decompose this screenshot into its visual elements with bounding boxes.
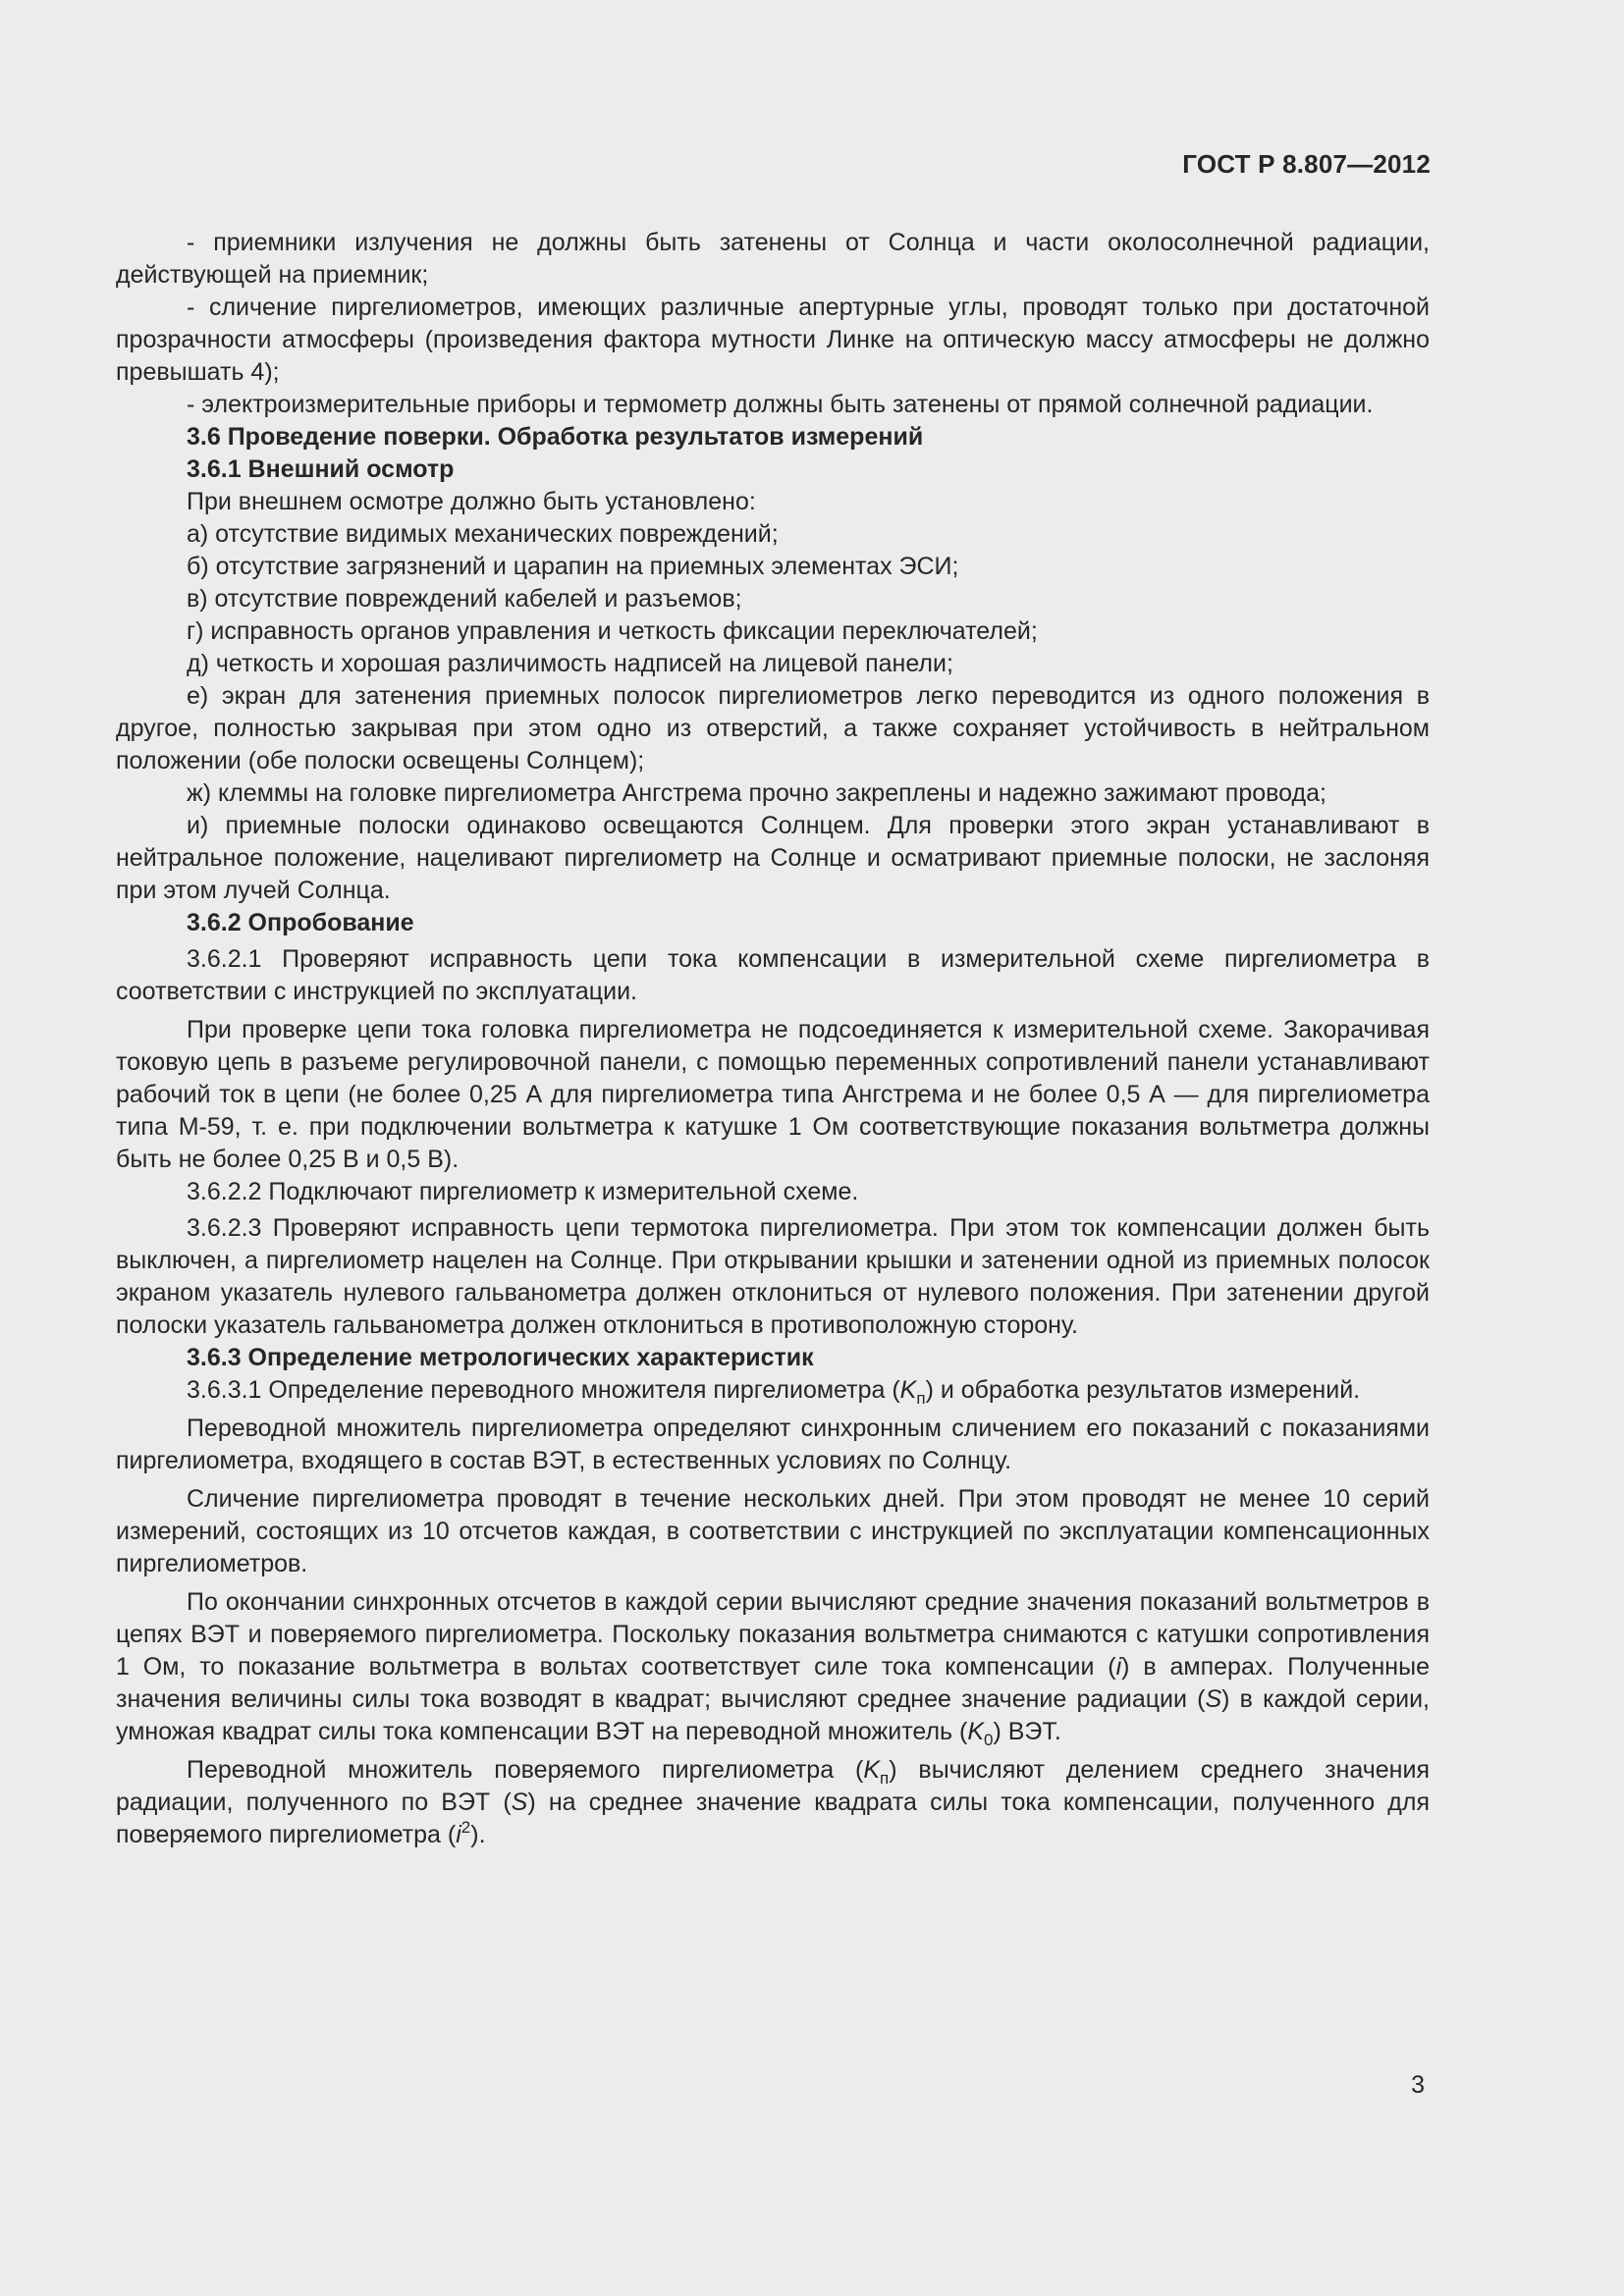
inspection-item-e: е) экран для затенения приемных полосок пиргелиометров легко переводится из одного положения в другое, полностью закрывая при этом одно из отверстий, а также сохраняет устойчивость в нейтральном положении (обе полоски освещены Солнцем); [116,682,1430,774]
section-3-6-1-heading: 3.6.1 Внешний осмотр [187,455,455,483]
section-3-6-2-heading: 3.6.2 Опробование [187,909,414,936]
metrology-paragraph-5: Переводной множитель поверяемого пиргелиометра $(K_п)$ вычисляют делением среднего значения радиации, полученного по ВЭТ (S) на среднее значение квадрата силы тока компенсации, полученного для поверяемого пиргелиометра $(i^2)$. [116,1756,1430,1848]
intro-paragraph-2: - сличение пиргелиометров, имеющих различные апертурные углы, проводят только при достаточной прозрачности атмосферы (произведения фактора мутности Линке на оптическую массу атмосферы не должно превышать 4); [116,294,1430,386]
section-3-6-heading: 3.6 Проведение поверки. Обработка результатов измерений [187,423,924,451]
testing-paragraph-2: При проверке цепи тока головка пиргелиометра не подсоединяется к измерительной схеме. Закорачивая токовую цепь в разъеме регулировочной панели, с помощью переменных сопротивлений панели устанавливают рабочий ток в цепи (не более 0,25 А для пиргелиометра типа Ангстрема и не более 0,5 А — для пиргелиометра типа М-59, т. е. при подключении вольтметра к катушке 1 Ом соответствующие показания вольтметра должны быть не более 0,25 В и 0,5 В). [116,1016,1430,1173]
document-standard-id: ГОСТ Р 8.807—2012 [1182,149,1431,179]
metrology-paragraph-3: Сличение пиргелиометра проводят в течение нескольких дней. При этом проводят не менее 10 серий измерений, состоящих из 10 отсчетов каждая, в соответствии с инструкцией по эксплуатации компенсационных пиргелиометров. [116,1485,1430,1577]
testing-paragraph-3: 3.6.2.2 Подключают пиргелиометр к измерительной схеме. [187,1178,859,1205]
inspection-item-g: г) исправность органов управления и четкость фиксации переключателей; [187,617,1038,645]
inspection-item-a: а) отсутствие видимых механических повреждений; [187,520,779,548]
intro-paragraph-1: - приемники излучения не должны быть затенены от Солнца и части околосолнечной радиации, действующей на приемник; [116,229,1430,289]
section-3-6-3-heading: 3.6.3 Определение метрологических характеристик [187,1344,814,1371]
inspection-item-zh: ж) клеммы на головке пиргелиометра Ангстрема прочно закреплены и надежно зажимают провода; [187,779,1326,807]
inspection-lead: При внешнем осмотре должно быть установлено: [187,488,756,515]
inspection-item-i: и) приемные полоски одинаково освещаются Солнцем. Для проверки этого экран устанавливают в нейтральное положение, нацеливают пиргелиометр на Солнце и осматривают приемные полоски, не заслоняя при этом лучей Солнца. [116,812,1430,904]
testing-paragraph-4: 3.6.2.3 Проверяют исправность цепи термотока пиргелиометра. При этом ток компенсации должен быть выключен, а пиргелиометр нацелен на Солнце. При открывании крышки и затенении одной из приемных полосок экраном указатель нулевого гальванометра должен отклониться от нулевого положения. При затенении другой полоски указатель гальванометра должен отклониться в противоположную сторону. [116,1214,1430,1339]
testing-paragraph-1: 3.6.2.1 Проверяют исправность цепи тока компенсации в измерительной схеме пиргелиометра в соответствии с инструкцией по эксплуатации. [116,945,1430,1005]
inspection-item-b: б) отсутствие загрязнений и царапин на приемных элементах ЭСИ; [187,553,959,580]
metrology-paragraph-4: По окончании синхронных отсчетов в каждой серии вычисляют средние значения показаний вольтметров в цепях ВЭТ и поверяемого пиргелиометра. Поскольку показания вольтметра снимаются с катушки сопротивления 1 Ом, то показание вольтметра в вольтах соответствует силе тока компенсации (i) в амперах. Полученные значения величины силы тока возводят в квадрат; вычисляют среднее значение радиации (S) в каждой серии, умножая квадрат силы тока компенсации ВЭТ на переводной множитель $(K_0)$ ВЭТ. [116,1588,1431,1749]
metrology-paragraph-1: 3.6.3.1 Определение переводного множителя пиргелиометра $(K_п)$ и обработка результатов измерений. [187,1376,1361,1408]
document-body [116,227,1430,1851]
inspection-item-d: д) четкость и хорошая различимость надписей на лицевой панели; [187,650,953,677]
metrology-paragraph-2: Переводной множитель пиргелиометра определяют синхронным сличением его показаний с показаниями пиргелиометра, входящего в состав ВЭТ, в естественных условиях по Солнцу. [116,1415,1430,1474]
page-number: 3 [1411,2071,1425,2099]
inspection-item-v: в) отсутствие повреждений кабелей и разъемов; [187,585,742,613]
intro-paragraph-3: - электроизмерительные приборы и термометр должны быть затенены от прямой солнечной радиации. [187,391,1374,418]
